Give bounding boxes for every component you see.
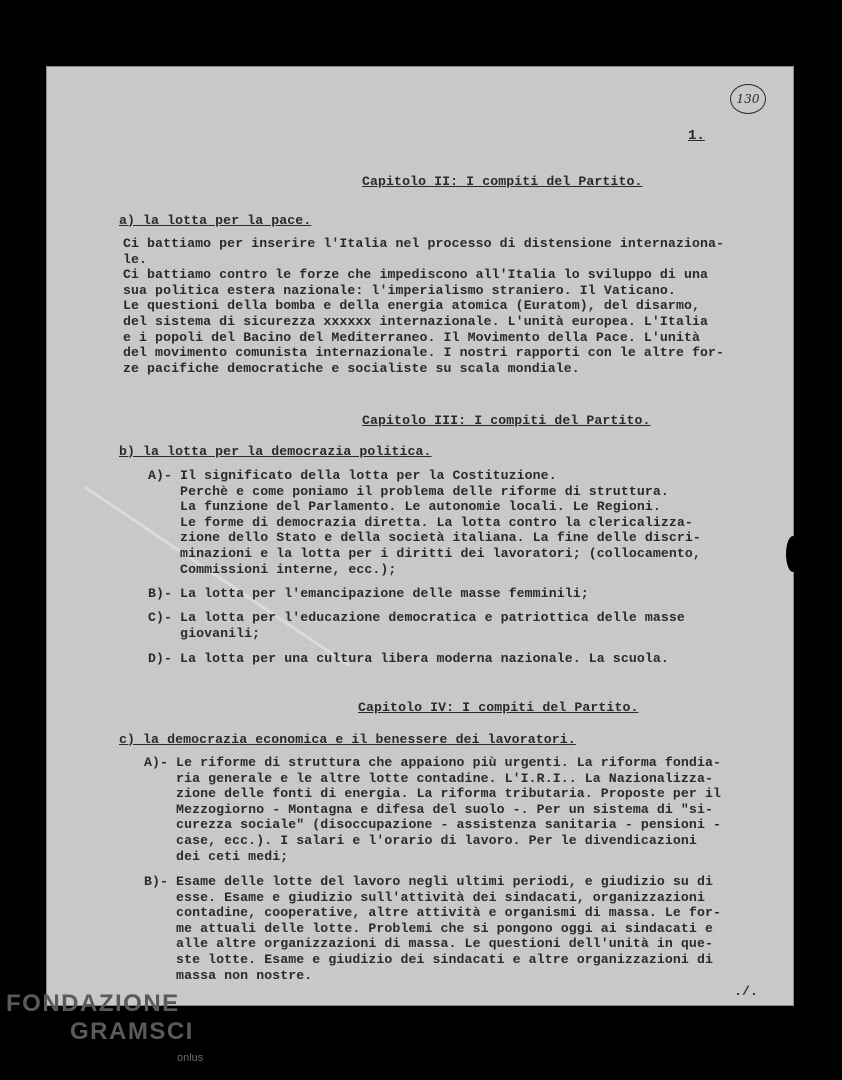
list-item-line: Le forme di democrazia diretta. La lotta contro la clericalizza-: [148, 514, 693, 530]
chapter-4-title: Capitolo IV: I compiti del Partito.: [358, 700, 639, 715]
list-item-line: dei ceti medi;: [144, 848, 289, 864]
logo-line-1: FONDAZIONE: [6, 990, 180, 1017]
list-item-line: B)- La lotta per l'emancipazione delle masse femminili;: [148, 586, 589, 601]
logo-line-2: GRAMSCI: [70, 1018, 194, 1045]
body-line: le.: [123, 251, 148, 267]
list-item-line: curezza sociale" (disoccupazione - assistenza sanitaria - pensioni -: [144, 817, 721, 833]
list-item-line: zione dello Stato e della società italiana. La fine delle discri-: [148, 530, 701, 546]
list-item-line: massa non nostre.: [144, 967, 313, 983]
punch-hole: [786, 536, 800, 572]
list-item-line: contadine, cooperative, altre attività e organismi di massa. Le for-: [144, 905, 721, 921]
body-line: Ci battiamo contro le forze che impediscono all'Italia lo sviluppo di una: [123, 267, 709, 283]
body-line: e i popoli del Bacino del Mediterraneo. Il Movimento della Pace. L'unità: [123, 329, 700, 345]
list-item-line: A)- Il significato della lotta per la Costituzione.: [148, 468, 557, 483]
list-item-line: C)- La lotta per l'educazione democratica e patriottica delle masse: [148, 610, 685, 625]
list-item-line: giovanili;: [148, 625, 261, 641]
list-item-line: esse. Esame e giudizio sull'attività dei sindacati, organizzazioni: [144, 889, 705, 905]
list-item-line: B)- Esame delle lotte del lavoro negli ultimi periodi, e giudizio su di: [144, 874, 713, 889]
body-line: Ci battiamo per inserire l'Italia nel processo di distensione internaziona-: [123, 236, 725, 251]
list-item-line: Mezzogiorno - Montagna e difesa del suolo -. Per un sistema di "si-: [144, 801, 713, 817]
list-item-line: Commissioni interne, ecc.);: [148, 561, 397, 577]
body-line: Le questioni della bomba e della energia atomica (Euratom), del disarmo,: [123, 298, 700, 314]
list-item-line: ria generale e le altre lotte contadine. L'I.R.I.. La Nazionalizza-: [144, 770, 713, 786]
list-item-line: ste lotte. Esame e giudizio dei sindacati e altre organizzazioni di: [144, 952, 713, 967]
list-item-line: D)- La lotta per una cultura libera moderna nazionale. La scuola.: [148, 651, 669, 666]
chapter-2-section: a) la lotta per la pace.: [119, 213, 312, 228]
list-item-line: minazioni e la lotta per i diritti dei lavoratori; (collocamento,: [148, 546, 701, 561]
list-item-line: me attuali delle lotte. Problemi che si pongono oggi ai sindacati e: [144, 920, 713, 936]
chapter-2-title: Capitolo II: I compiti del Partito.: [362, 174, 643, 189]
list-item-line: La funzione del Parlamento. Le autonomie locali. Le Regioni.: [148, 499, 661, 515]
body-line: del sistema di sicurezza xxxxxx internazionale. L'unità europea. L'Italia: [123, 314, 709, 329]
list-item-line: alle altre organizzazioni di massa. Le questioni dell'unità in que-: [144, 936, 713, 952]
logo-sub: onlus: [177, 1052, 204, 1064]
chapter-4-section: c) la democrazia economica e il benessere dei lavoratori.: [119, 732, 576, 747]
list-item-line: case, ecc.). I salari e l'orario di lavoro. Per le divendicazioni: [144, 833, 697, 848]
page-number: 1.: [688, 128, 705, 144]
chapter-3-title: Capitolo III: I compiti del Partito.: [362, 413, 651, 428]
body-line: ze pacifiche democratiche e socialiste su scala mondiale.: [123, 360, 580, 376]
list-item-line: A)- Le riforme di struttura che appaiono più urgenti. La riforma fondia-: [144, 755, 721, 770]
body-line: sua politica estera nazionale: l'imperialismo straniero. Il Vaticano.: [123, 282, 676, 298]
fondazione-gramsci-logo: [2, 986, 232, 1080]
continuation-mark: ./.: [734, 984, 759, 999]
body-line: del movimento comunista internazionale. I nostri rapporti con le altre for-: [123, 345, 725, 361]
list-item-line: Perchè e come poniamo il problema delle riforme di struttura.: [148, 483, 669, 499]
archive-stamp: 130: [730, 84, 766, 114]
chapter-3-section: b) la lotta per la democrazia politica.: [119, 444, 432, 459]
list-item-line: zione delle fonti di energia. La riforma tributaria. Proposte per il: [144, 786, 721, 802]
